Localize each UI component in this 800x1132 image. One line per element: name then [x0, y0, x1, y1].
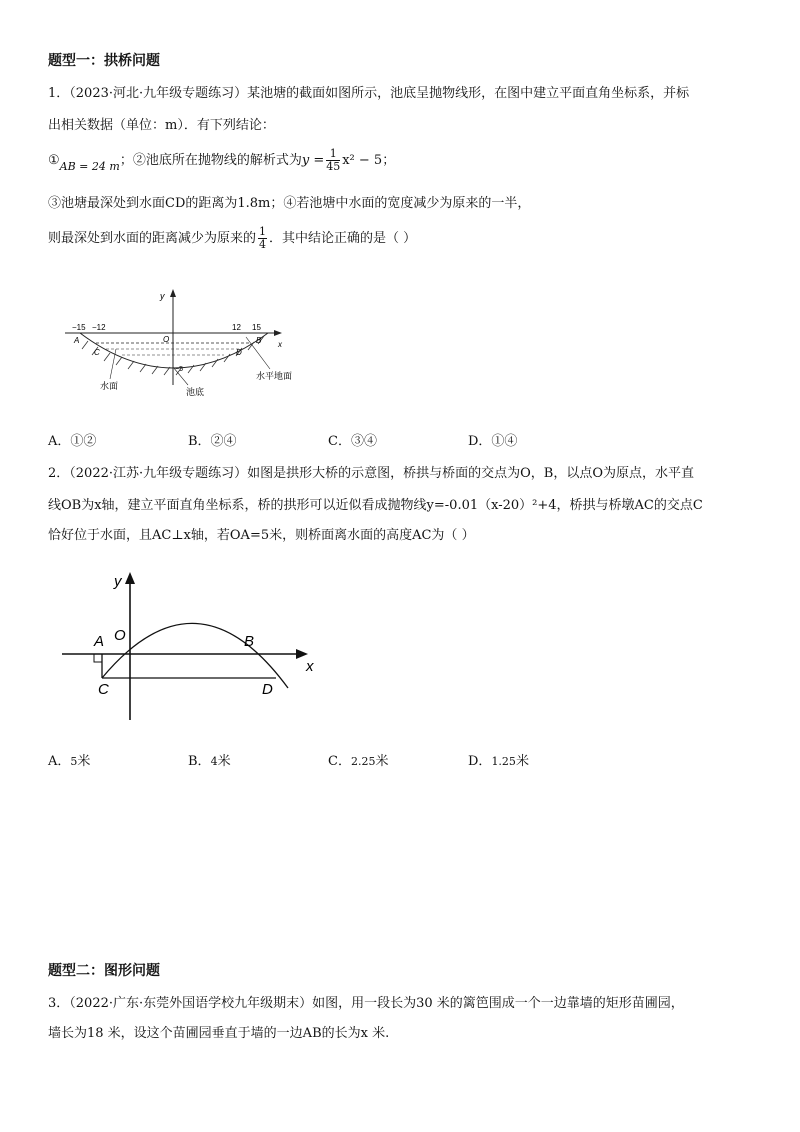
q1-x-label: x — [278, 340, 282, 349]
q2-option-d[interactable] — [468, 750, 529, 769]
q2-option-d-label: D． — [468, 754, 492, 769]
q2-option-a-unit: 米 — [77, 754, 91, 769]
q1-line5-text: 则最深处到水面的距离减少为原来的 — [48, 231, 257, 246]
q1-formula-tail: x² − 5； — [342, 153, 396, 168]
q1-conclusions-line-3 — [48, 226, 416, 251]
q1-label-O: O — [163, 335, 170, 344]
q1-option-a[interactable]: A．①② — [48, 434, 97, 449]
q3-stem-line1: 3．（2022·广东·东莞外国语学校九年级期末）如图，用一段长为30 米的篱笆围成一个一边靠墙的矩形苗圃园， — [48, 996, 684, 1011]
q1-y-label: y — [160, 291, 165, 301]
q2-option-a[interactable] — [48, 750, 90, 769]
q1-label-pond-bottom: 池底 — [186, 387, 205, 397]
q1-option-d[interactable]: D．①④ — [468, 434, 518, 449]
q2-option-c[interactable] — [328, 750, 388, 769]
q1-conclusions-line — [48, 148, 395, 173]
q1-tick-neg12: −12 — [92, 323, 106, 332]
q1-label-neg5: −5 — [175, 366, 183, 373]
q2-option-b[interactable] — [188, 750, 231, 769]
q2-label-B: B — [244, 633, 255, 650]
q1-conclusion-1-expr: AB = 24 m — [59, 160, 120, 173]
q2-option-b-label: B． — [188, 754, 211, 769]
q1-line5-tail: ．其中结论正确的是（ ） — [269, 231, 417, 246]
q2-stem-line3: 恰好位于水面，且AC⊥x轴，若OA=5米，则桥面离水面的高度AC为（ ） — [48, 528, 475, 543]
q2-label-A: A — [94, 633, 105, 650]
q2-label-O: O — [114, 627, 126, 644]
q2-option-c-value: 2.25 — [350, 755, 376, 768]
q1-tick-15: 15 — [252, 323, 261, 332]
q2-option-b-value: 4 — [210, 755, 218, 768]
q1-label-ground: 水平地面 — [256, 371, 293, 381]
q2-label-C: C — [98, 681, 109, 698]
q2-option-c-unit: 米 — [375, 754, 389, 769]
q1-formula-y: y = — [301, 153, 325, 168]
q2-stem-line1: 2．（2022·江苏·九年级专题练习）如图是拱形大桥的示意图，桥拱与桥面的交点为O，B，以点O为原点，水平直 — [48, 466, 694, 481]
q2-option-a-label: A． — [48, 754, 71, 769]
q2-bridge-figure — [58, 570, 328, 725]
q1-stem-line1: 1．（2023·河北·九年级专题练习）某池塘的截面如图所示，池底呈抛物线形，在图中建立平面直角坐标系，并标 — [48, 86, 690, 101]
q1-label-B: B — [256, 336, 262, 345]
q1-line5-fraction: $\frac{1}{4}$ — [259, 225, 267, 251]
q1-conclusions-line-2: ③池塘最深处到水面CD的距离为1.8m；④若池塘中水面的宽度减少为原来的一半， — [48, 196, 531, 211]
q1-label-C: C — [94, 348, 100, 357]
section-title-shape-problems: 题型二：图形问题 — [48, 963, 160, 979]
q1-label-D: D — [236, 348, 242, 357]
q2-right-angle-mark — [94, 654, 102, 662]
q1-option-b[interactable]: B．②④ — [188, 434, 237, 449]
q1-label-A: A — [74, 336, 80, 345]
q1-stem-line2: 出相关数据（单位：m）．有下列结论： — [48, 118, 275, 133]
q1-pond-figure — [60, 285, 320, 405]
q1-x-axis-arrow — [274, 330, 282, 336]
q1-tick-neg15: −15 — [72, 323, 86, 332]
q1-formula-fraction: $\frac{1}{45}$ — [326, 147, 341, 173]
q2-option-d-unit: 米 — [515, 754, 529, 769]
q1-option-c[interactable]: C．③④ — [328, 434, 377, 449]
q2-y-label: y — [114, 573, 122, 590]
q1-y-axis-arrow — [170, 289, 176, 297]
q3-stem-line2: 墙长为18 米，设这个苗圃园垂直于墙的一边AB的长为x 米. — [48, 1026, 390, 1041]
q2-y-axis-arrow — [125, 572, 135, 584]
q2-label-D: D — [262, 681, 273, 698]
q2-option-a-value: 5 — [70, 755, 78, 768]
q2-stem-line2: 线OB为x轴，建立平面直角坐标系，桥的拱形可以近似看成抛物线y=-0.01（x-20）²+4，桥拱与桥墩AC的交点C — [48, 498, 703, 513]
section-title-arch-bridge: 题型一：拱桥问题 — [48, 53, 160, 69]
q1-conclusion-1-mark: ① — [48, 153, 60, 168]
q2-option-d-value: 1.25 — [491, 755, 516, 768]
q2-option-b-unit: 米 — [217, 754, 231, 769]
q1-label-water-surface: 水面 — [100, 381, 119, 391]
q1-conclusion-2-text: ；②池底所在抛物线的解析式为 — [119, 153, 302, 168]
q1-tick-12: 12 — [232, 323, 241, 332]
q2-option-c-label: C． — [328, 754, 351, 769]
q2-x-label: x — [306, 658, 314, 675]
